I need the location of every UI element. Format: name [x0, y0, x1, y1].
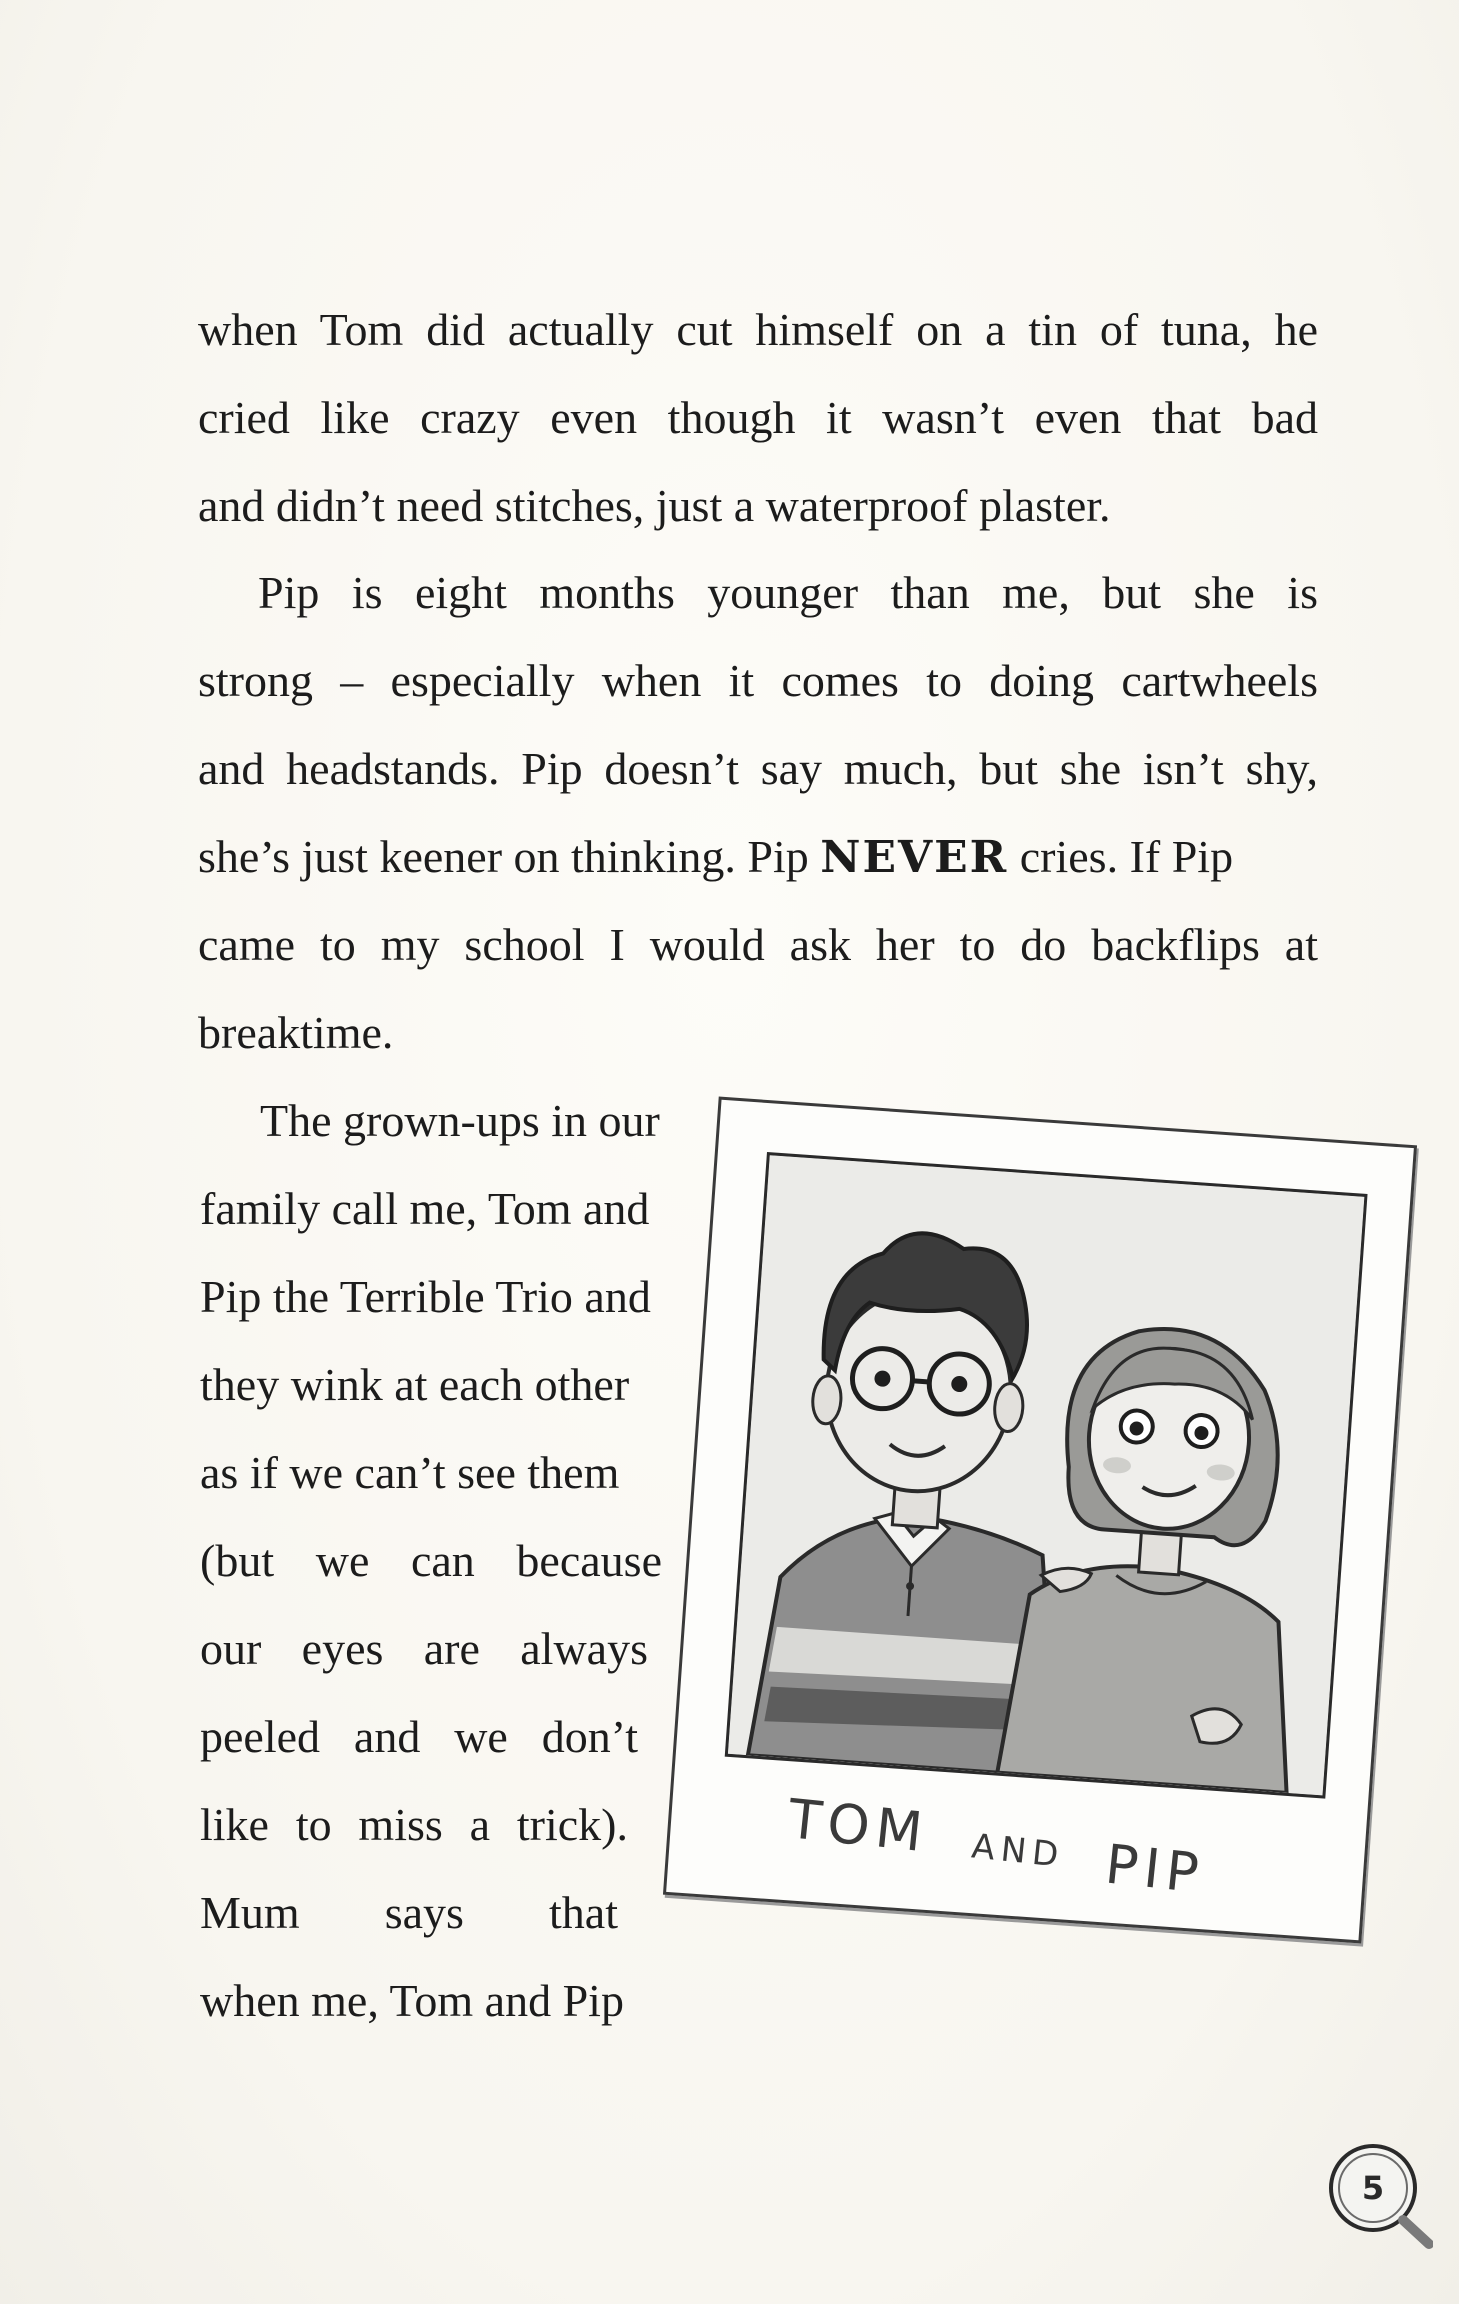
- text-line: Mum says that: [200, 1887, 618, 1938]
- caption-tom: TOM: [785, 1787, 932, 1865]
- text-line: peeled and we don’t: [200, 1711, 638, 1762]
- text-line: came to my school I would ask her to do backflips at: [198, 919, 1318, 970]
- text-line: breaktime.: [198, 1007, 394, 1058]
- text-run: she’s just keener on thinking. Pip: [198, 831, 821, 882]
- caption-and: AND: [969, 1826, 1067, 1876]
- text-run: cries. If Pip: [1008, 831, 1234, 882]
- polaroid-photo: [663, 1097, 1417, 1944]
- text-line: when me, Tom and Pip: [200, 1975, 624, 2026]
- text-line: Pip is eight months younger than me, but she is: [258, 567, 1318, 618]
- text-line: (but we can because: [200, 1535, 662, 1586]
- text-line: and didn’t need stitches, just a waterproof plaster.: [198, 480, 1111, 531]
- children-illustration: [728, 1155, 1364, 1795]
- text-line: they wink at each other: [200, 1359, 630, 1410]
- paragraph-3: [200, 1077, 670, 2045]
- text-line: as if we can’t see them: [200, 1447, 620, 1498]
- text-line: strong – especially when it comes to doing cartwheels: [198, 655, 1318, 706]
- text-line: and headstands. Pip doesn’t say much, but she isn’t shy,: [198, 743, 1318, 794]
- text-line: like to miss a trick).: [200, 1799, 628, 1850]
- text-line: when Tom did actually cut himself on a tin of tuna, he: [198, 304, 1318, 355]
- page-number: 5: [1361, 2169, 1385, 2207]
- text-line: family call me, Tom and: [200, 1183, 650, 1234]
- emphasis-never: NEVER: [820, 832, 1009, 883]
- text-line: our eyes are always: [200, 1623, 648, 1674]
- text-line: cried like crazy even though it wasn’t even that bad: [198, 392, 1318, 443]
- text-line: The grown-ups in our: [260, 1095, 660, 1146]
- text-line: [198, 813, 1318, 901]
- text-line: Pip the Terrible Trio and: [200, 1271, 651, 1322]
- paragraph-1: [198, 286, 1318, 550]
- paragraph-2: [198, 549, 1318, 1077]
- illustration-tom-and-pip: [725, 1152, 1368, 1799]
- caption-pip: PIP: [1102, 1832, 1208, 1906]
